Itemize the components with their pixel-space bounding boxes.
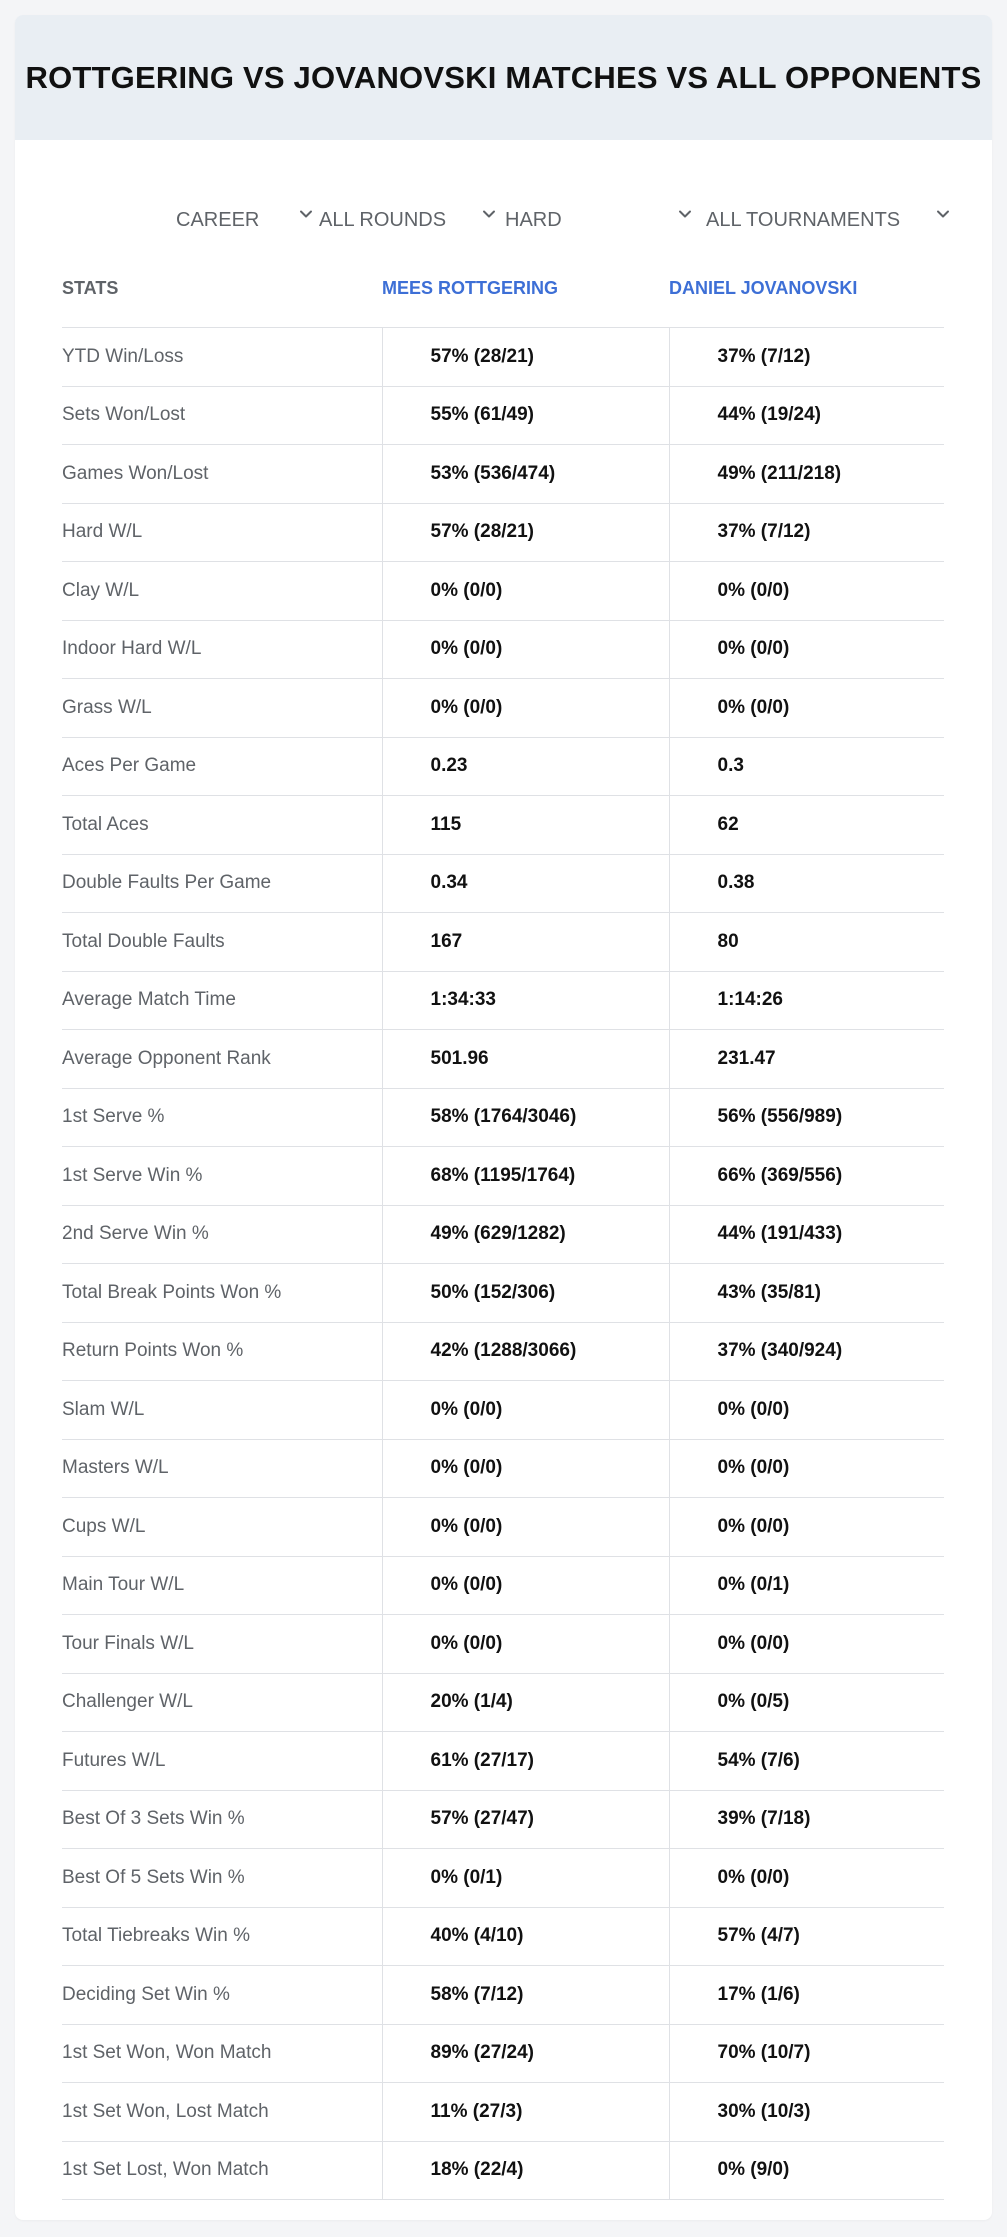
player2-stat-value: 44% (191/433) (669, 1205, 944, 1264)
table-row (62, 1673, 944, 1732)
player1-stat-value: 167 (382, 913, 669, 972)
player2-stat-value: 37% (340/924) (669, 1322, 944, 1381)
stat-label: 1st Set Won, Lost Match (62, 2083, 382, 2142)
player1-stat-value: 0% (0/1) (382, 1849, 669, 1908)
career-filter-label: CAREER (176, 208, 260, 231)
player2-stat-value: 37% (7/12) (669, 328, 944, 387)
table-row (62, 328, 944, 387)
stat-label: Cups W/L (62, 1498, 382, 1557)
stat-label: Average Opponent Rank (62, 1030, 382, 1089)
stat-label: 1st Set Lost, Won Match (62, 2141, 382, 2200)
player1-stat-value: 57% (28/21) (382, 503, 669, 562)
stat-label: Double Faults Per Game (62, 854, 382, 913)
stat-label: Deciding Set Win % (62, 1966, 382, 2025)
rounds-filter-label: ALL ROUNDS (319, 208, 447, 231)
player2-stat-value: 0% (0/1) (669, 1556, 944, 1615)
player1-stat-value: 501.96 (382, 1030, 669, 1089)
page-header (15, 15, 992, 140)
stat-label: Aces Per Game (62, 737, 382, 796)
stat-label: 2nd Serve Win % (62, 1205, 382, 1264)
player1-stat-value: 55% (61/49) (382, 386, 669, 445)
stat-label: Grass W/L (62, 679, 382, 738)
stat-label: Main Tour W/L (62, 1556, 382, 1615)
table-row (62, 2024, 944, 2083)
player1-stat-value: 49% (629/1282) (382, 1205, 669, 1264)
table-row (62, 1322, 944, 1381)
table-row (62, 2083, 944, 2142)
stat-label: Total Double Faults (62, 913, 382, 972)
player2-stat-value: 0% (0/0) (669, 562, 944, 621)
player1-stat-value: 42% (1288/3066) (382, 1322, 669, 1381)
player1-stat-value: 68% (1195/1764) (382, 1147, 669, 1206)
player1-stat-value: 58% (1764/3046) (382, 1088, 669, 1147)
player1-stat-value: 115 (382, 796, 669, 855)
player2-stat-value: 0.3 (669, 737, 944, 796)
stat-label: Return Points Won % (62, 1322, 382, 1381)
table-row (62, 1556, 944, 1615)
stat-label: Tour Finals W/L (62, 1615, 382, 1674)
stat-label: Hard W/L (62, 503, 382, 562)
stat-label: 1st Serve % (62, 1088, 382, 1147)
player1-stat-value: 18% (22/4) (382, 2141, 669, 2200)
player2-stat-value: 0% (9/0) (669, 2141, 944, 2200)
table-row (62, 1147, 944, 1206)
stat-label: 1st Set Won, Won Match (62, 2024, 382, 2083)
player2-column-header[interactable]: DANIEL JOVANOVSKI (669, 250, 944, 328)
tournaments-filter-label: ALL TOURNAMENTS (706, 208, 901, 231)
player2-stat-value: 17% (1/6) (669, 1966, 944, 2025)
stat-label: Slam W/L (62, 1381, 382, 1440)
table-row (62, 913, 944, 972)
player2-stat-value: 80 (669, 913, 944, 972)
player2-stat-value: 0% (0/0) (669, 1381, 944, 1440)
player1-stat-value: 0% (0/0) (382, 1556, 669, 1615)
table-row (62, 1907, 944, 1966)
player2-stat-value: 1:14:26 (669, 971, 944, 1030)
stat-label: Indoor Hard W/L (62, 620, 382, 679)
table-row (62, 1615, 944, 1674)
table-row (62, 971, 944, 1030)
player1-stat-value: 11% (27/3) (382, 2083, 669, 2142)
player2-stat-value: 0% (0/0) (669, 620, 944, 679)
table-row (62, 1264, 944, 1323)
player2-stat-value: 54% (7/6) (669, 1732, 944, 1791)
stats-table-body (62, 328, 944, 2200)
tournaments-filter-select[interactable] (706, 190, 956, 250)
stat-label: YTD Win/Loss (62, 328, 382, 387)
table-row (62, 737, 944, 796)
chevron-down-icon (479, 204, 499, 224)
player1-stat-value: 0.34 (382, 854, 669, 913)
table-row (62, 445, 944, 504)
player2-stat-value: 66% (369/556) (669, 1147, 944, 1206)
table-row (62, 386, 944, 445)
player1-stat-value: 0% (0/0) (382, 1615, 669, 1674)
player2-stat-value: 70% (10/7) (669, 2024, 944, 2083)
table-row (62, 1439, 944, 1498)
player2-stat-value: 0% (0/5) (669, 1673, 944, 1732)
player2-stat-value: 49% (211/218) (669, 445, 944, 504)
player1-stat-value: 0% (0/0) (382, 679, 669, 738)
stat-label: Games Won/Lost (62, 445, 382, 504)
player1-stat-value: 58% (7/12) (382, 1966, 669, 2025)
stat-label: Average Match Time (62, 971, 382, 1030)
player1-stat-value: 0.23 (382, 737, 669, 796)
rounds-filter-select[interactable] (319, 190, 499, 250)
stat-label: Challenger W/L (62, 1673, 382, 1732)
player1-stat-value: 0% (0/0) (382, 620, 669, 679)
stat-label: Total Break Points Won % (62, 1264, 382, 1323)
table-row (62, 796, 944, 855)
player2-stat-value: 56% (556/989) (669, 1088, 944, 1147)
player2-stat-value: 231.47 (669, 1030, 944, 1089)
stat-label: Best Of 3 Sets Win % (62, 1790, 382, 1849)
player2-stat-value: 43% (35/81) (669, 1264, 944, 1323)
player2-stat-value: 0% (0/0) (669, 1439, 944, 1498)
player1-stat-value: 57% (27/47) (382, 1790, 669, 1849)
player2-stat-value: 0% (0/0) (669, 1849, 944, 1908)
table-row (62, 679, 944, 738)
player1-stat-value: 50% (152/306) (382, 1264, 669, 1323)
table-row (62, 1088, 944, 1147)
player1-stat-value: 0% (0/0) (382, 1498, 669, 1557)
table-row (62, 1030, 944, 1089)
table-row (62, 1849, 944, 1908)
table-row (62, 1790, 944, 1849)
player1-stat-value: 40% (4/10) (382, 1907, 669, 1966)
player2-stat-value: 0.38 (669, 854, 944, 913)
stats-column-header: STATS (62, 250, 382, 328)
chevron-down-icon (933, 204, 953, 224)
table-row (62, 2141, 944, 2200)
player2-stat-value: 57% (4/7) (669, 1907, 944, 1966)
player1-stat-value: 0% (0/0) (382, 562, 669, 621)
player2-stat-value: 0% (0/0) (669, 1498, 944, 1557)
table-row (62, 1966, 944, 2025)
player1-stat-value: 20% (1/4) (382, 1673, 669, 1732)
player2-stat-value: 44% (19/24) (669, 386, 944, 445)
stat-label: Futures W/L (62, 1732, 382, 1791)
player2-stat-value: 0% (0/0) (669, 679, 944, 738)
stat-label: Clay W/L (62, 562, 382, 621)
player1-stat-value: 0% (0/0) (382, 1381, 669, 1440)
table-row (62, 503, 944, 562)
table-row (62, 620, 944, 679)
player1-stat-value: 0% (0/0) (382, 1439, 669, 1498)
career-filter-select[interactable] (176, 190, 316, 250)
stats-table (62, 250, 944, 2200)
table-header-row (62, 250, 944, 328)
table-row (62, 1732, 944, 1791)
surface-filter-select[interactable] (505, 190, 695, 250)
table-row (62, 854, 944, 913)
stat-label: 1st Serve Win % (62, 1147, 382, 1206)
chevron-down-icon (675, 204, 695, 224)
player1-stat-value: 1:34:33 (382, 971, 669, 1030)
stat-label: Total Tiebreaks Win % (62, 1907, 382, 1966)
stat-label: Sets Won/Lost (62, 386, 382, 445)
player2-stat-value: 0% (0/0) (669, 1615, 944, 1674)
table-row (62, 1498, 944, 1557)
surface-filter-label: HARD (505, 208, 562, 231)
table-row (62, 1381, 944, 1440)
player2-stat-value: 37% (7/12) (669, 503, 944, 562)
stat-label: Best Of 5 Sets Win % (62, 1849, 382, 1908)
chevron-down-icon (296, 204, 316, 224)
table-row (62, 562, 944, 621)
player2-stat-value: 30% (10/3) (669, 2083, 944, 2142)
stat-label: Total Aces (62, 796, 382, 855)
table-row (62, 1205, 944, 1264)
player1-stat-value: 61% (27/17) (382, 1732, 669, 1791)
stat-label: Masters W/L (62, 1439, 382, 1498)
player2-stat-value: 39% (7/18) (669, 1790, 944, 1849)
player1-column-header[interactable]: MEES ROTTGERING (382, 250, 669, 328)
filter-bar (15, 190, 992, 250)
stats-card (15, 15, 992, 2220)
page-title: ROTTGERING VS JOVANOVSKI MATCHES VS ALL OPPONENTS (25, 59, 982, 95)
player1-stat-value: 89% (27/24) (382, 2024, 669, 2083)
player1-stat-value: 57% (28/21) (382, 328, 669, 387)
player1-stat-value: 53% (536/474) (382, 445, 669, 504)
player2-stat-value: 62 (669, 796, 944, 855)
